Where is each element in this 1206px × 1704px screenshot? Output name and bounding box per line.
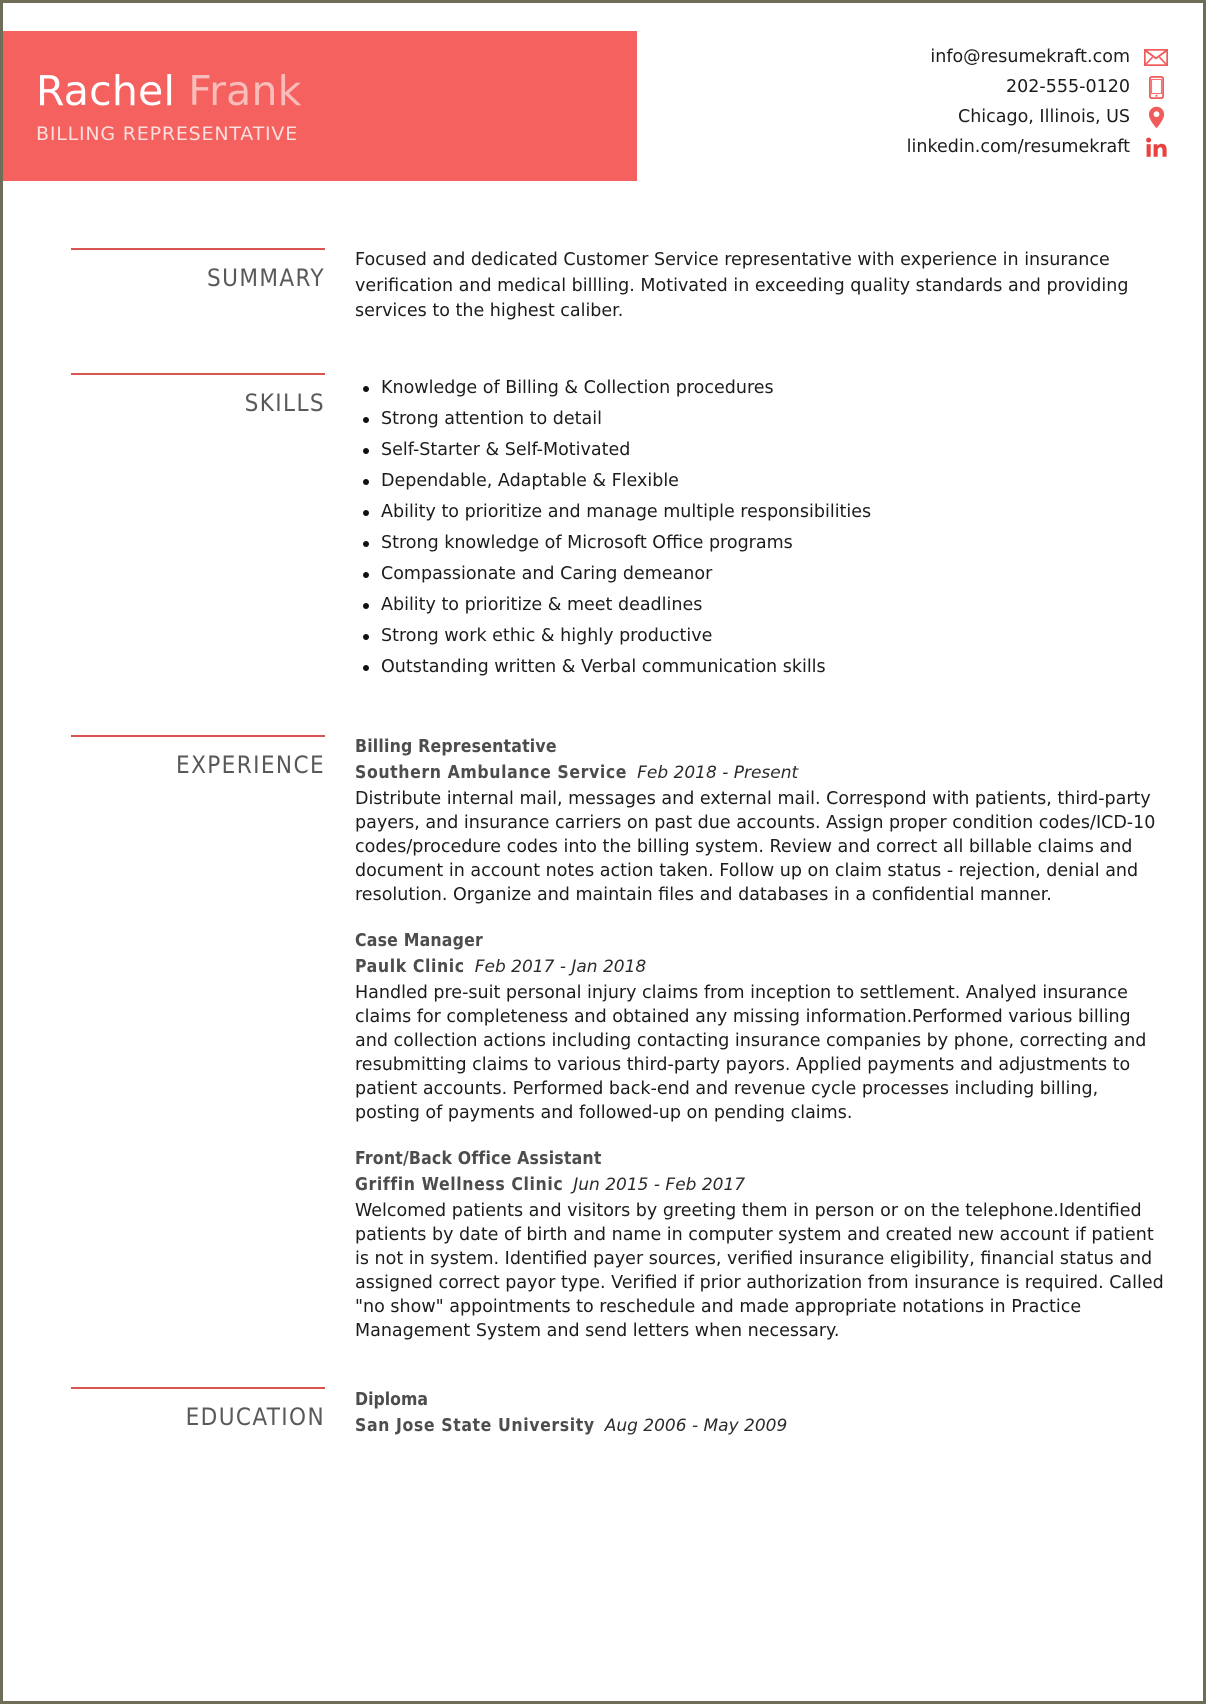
location-icon bbox=[1143, 106, 1169, 130]
skill-item: Strong attention to detail bbox=[355, 404, 1165, 435]
education-meta bbox=[355, 1413, 1165, 1439]
skill-item: Compassionate and Caring demeanor bbox=[355, 559, 1165, 590]
experience-company: Griffin Wellness Clinic bbox=[355, 1174, 564, 1195]
contact-item-email bbox=[709, 43, 1169, 72]
experience-dates: Jun 2015 - Feb 2017 bbox=[573, 1174, 746, 1195]
summary-text: Focused and dedicated Customer Service representative with experience in insurance verification and medical billling. Motivated in exceeding quality standards and providing services to the highest caliber. bbox=[355, 250, 1129, 321]
skills-rule bbox=[71, 373, 325, 375]
summary-rule bbox=[71, 248, 325, 250]
experience-role: Front/Back Office Assistant bbox=[355, 1148, 602, 1169]
education-heading: EDUCATION bbox=[185, 1402, 325, 1431]
contact-list bbox=[709, 43, 1169, 163]
education-rule bbox=[71, 1387, 325, 1389]
experience-heading: EXPERIENCE bbox=[176, 750, 325, 779]
job-title-subtitle: BILLING REPRESENTATIVE bbox=[36, 123, 299, 145]
experience-description: Welcomed patients and visitors by greeting them in person or on the telephone.Identified patients by date of birth and name in computer system and created new account if patient is not in system. Identified payer sources, verified insurance eligibility, financial status and assigned correct payor type. Verified if prior authorization from insurance is required. Called "no show" appointments to reschedule and made appropriate notations in Practice Management System and send letters when necessary. bbox=[355, 1200, 1164, 1341]
experience-dates: Feb 2017 - Jan 2018 bbox=[474, 956, 647, 977]
section-experience bbox=[3, 735, 1203, 1343]
skill-item: Strong work ethic & highly productive bbox=[355, 621, 1165, 652]
full-name bbox=[36, 65, 637, 117]
skill-item: Strong knowledge of Microsoft Office programs bbox=[355, 528, 1165, 559]
resume-header bbox=[3, 3, 1203, 188]
experience-rule bbox=[71, 735, 325, 737]
experience-meta bbox=[355, 954, 1165, 980]
first-name: Rachel bbox=[36, 67, 176, 115]
contact-phone-text: 202-555-0120 bbox=[1006, 77, 1130, 97]
phone-icon bbox=[1143, 76, 1169, 100]
experience-description: Handled pre-suit personal injury claims from inception to settlement. Analyed insurance claims for completeness and obtained any missing information.Performed various billing and collection actions including contacting insurance companies by phone, correcting and resubmitting claims to various third-party payors. Applied payments and adjustments to patient accounts. Performed back-end and revenue cycle processes including billing, posting of payments and followed-up on pending claims. bbox=[355, 982, 1147, 1123]
experience-entry bbox=[355, 735, 1165, 907]
experience-entry bbox=[355, 929, 1165, 1125]
section-skills bbox=[3, 373, 1203, 683]
skills-label-column bbox=[3, 373, 325, 417]
experience-meta bbox=[355, 1172, 1165, 1198]
summary-body bbox=[325, 248, 1203, 325]
skill-item: Ability to prioritize and manage multiple responsibilities bbox=[355, 497, 1165, 528]
contact-location-text: Chicago, Illinois, US bbox=[957, 107, 1130, 127]
experience-body bbox=[325, 735, 1203, 1343]
skill-item: Knowledge of Billing & Collection procedures bbox=[355, 373, 1165, 404]
resume-body bbox=[3, 248, 1203, 1439]
experience-description: Distribute internal mail, messages and external mail. Correspond with patients, third-party payers, and insurance carriers on past due accounts. Assign proper condition codes/ICD-10 codes/procedure codes into the billing system. Review and correct all billable claims and document in account notes action taken. Follow up on claim status - rejection, denial and resolution. Organize and maintain files and databases in a confidential manner. bbox=[355, 788, 1156, 905]
experience-company: Southern Ambulance Service bbox=[355, 762, 628, 783]
skills-body bbox=[325, 373, 1203, 683]
contact-item-phone bbox=[709, 73, 1169, 102]
skill-item: Dependable, Adaptable & Flexible bbox=[355, 466, 1165, 497]
contact-linkedin-text[interactable]: linkedin.com/resumekraft bbox=[906, 137, 1130, 157]
contact-email-text: info@resumekraft.com bbox=[930, 47, 1130, 67]
education-degree: Diploma bbox=[355, 1389, 428, 1410]
summary-label-column bbox=[3, 248, 325, 292]
experience-meta bbox=[355, 760, 1165, 786]
section-education bbox=[3, 1387, 1203, 1439]
summary-heading: SUMMARY bbox=[207, 264, 325, 292]
experience-entry bbox=[355, 1147, 1165, 1343]
skills-heading: SKILLS bbox=[244, 388, 325, 417]
education-body bbox=[325, 1387, 1203, 1439]
skill-item: Ability to prioritize & meet deadlines bbox=[355, 590, 1165, 621]
education-school: San Jose State University bbox=[355, 1415, 595, 1436]
experience-role: Billing Representative bbox=[355, 736, 557, 757]
education-dates: Aug 2006 - May 2009 bbox=[604, 1415, 788, 1436]
experience-company: Paulk Clinic bbox=[355, 956, 465, 977]
experience-label-column bbox=[3, 735, 325, 779]
experience-dates: Feb 2018 - Present bbox=[637, 762, 799, 783]
education-label-column bbox=[3, 1387, 325, 1431]
education-entry bbox=[355, 1387, 1165, 1439]
section-summary bbox=[3, 248, 1203, 325]
contact-item-location bbox=[709, 103, 1169, 132]
name-banner bbox=[3, 31, 637, 181]
experience-role: Case Manager bbox=[355, 930, 483, 951]
last-name: Frank bbox=[188, 67, 302, 115]
skill-item: Outstanding written & Verbal communication skills bbox=[355, 652, 1165, 683]
skills-list bbox=[355, 373, 1165, 683]
skill-item: Self-Starter & Self-Motivated bbox=[355, 435, 1165, 466]
email-icon bbox=[1143, 46, 1169, 70]
linkedin-icon[interactable] bbox=[1143, 136, 1169, 160]
contact-item-linkedin[interactable] bbox=[709, 133, 1169, 162]
